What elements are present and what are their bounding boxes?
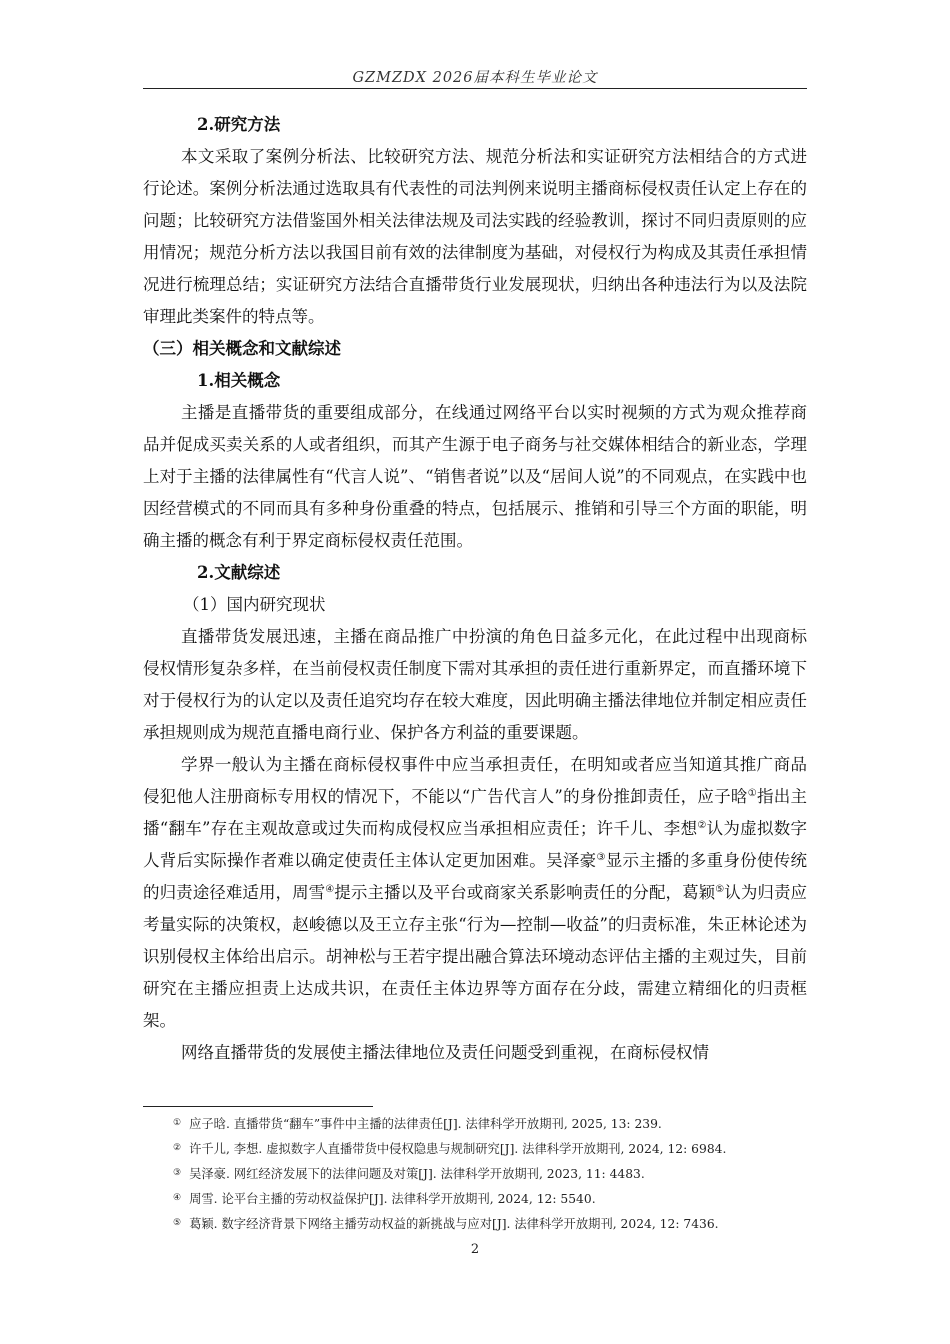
footnote-ref-3[interactable]: ③	[596, 852, 606, 863]
footnote-divider	[143, 1106, 373, 1107]
footnote-item	[173, 1215, 813, 1240]
text-run: 学界一般认为主播在商标侵权事件中应当承担责任，在明知或者应当知道其推广商品侵犯他人注册商标专用权的情况下，不能以“广告代言人”的身份推卸责任，应子晗	[143, 755, 807, 806]
footnote-item	[173, 1115, 813, 1140]
footnote-ref-2[interactable]: ②	[697, 820, 707, 831]
footnote-text: 周雪. 论平台主播的劳动权益保护[J]. 法律科学开放期刊, 2024, 12: 5540.	[189, 1192, 596, 1206]
domestic-research-heading: （1）国内研究现状	[183, 595, 326, 614]
text-run: 指出主播“翻车”存在主观故意或过失而构成侵权应当承担相应责任；许千儿、李想	[143, 787, 808, 838]
methods-heading: 2.研究方法	[197, 115, 281, 134]
footnote-item	[173, 1140, 813, 1165]
text-run: 认为虚拟数字人背后实际操作者难以确定使责任主体认定更加困难。吴泽豪	[143, 819, 808, 870]
page-number: 2	[470, 1242, 480, 1257]
footnote-text: 应子晗. 直播带货“翻车”事件中主播的法律责任[J]. 法律科学开放期刊, 2025, 13: 239.	[189, 1117, 662, 1131]
footnote-mark: ①	[173, 1118, 182, 1128]
text-run: 提示主播以及平台或商家关系影响责任的分配，葛颖	[334, 883, 716, 902]
footnote-text: 葛颖. 数字经济背景下网络主播劳动权益的新挑战与应对[J]. 法律科学开放期刊, 2024, 12: 7436.	[189, 1217, 719, 1231]
text-run: 显示主播的多重身份使传统的归责途径难适用，周雪	[143, 851, 808, 902]
domestic-paragraph-1: 直播带货发展迅速，主播在商品推广中扮演的角色日益多元化，在此过程中出现商标侵权情形复杂多样，在当前侵权责任制度下需对其承担的责任进行重新界定，而直播环境下对于侵权行为的认定以及责任追究均存在较大难度，因此明确主播法律地位并制定相应责任承担规则成为规范直播电商行业、保护各方利益的重要课题。	[143, 627, 807, 742]
review-heading: 2.文献综述	[197, 563, 281, 582]
concepts-heading: 1.相关概念	[197, 371, 281, 390]
footnote-mark: ②	[173, 1143, 182, 1153]
footnote-text: 吴泽豪. 网红经济发展下的法律问题及对策[J]. 法律科学开放期刊, 2023, 11: 4483.	[189, 1167, 645, 1181]
methods-paragraph: 本文采取了案例分析法、比较研究方法、规范分析法和实证研究方法相结合的方式进行论述。案例分析法通过选取具有代表性的司法判例来说明主播商标侵权责任认定上存在的问题；比较研究方法借鉴国外相关法律法规及司法实践的经验教训，探讨不同归责原则的应用情况；规范分析方法以我国目前有效的法律制度为基础，对侵权行为构成及其责任承担情况进行梳理总结；实证研究方法结合直播带货行业发展现状，归纳出各种违法行为以及法院审理此类案件的特点等。	[143, 147, 807, 326]
document-body	[143, 109, 807, 1069]
footnote-item	[173, 1165, 813, 1190]
domestic-paragraph-2	[143, 749, 807, 1037]
footnote-ref-5[interactable]: ⑤	[715, 884, 725, 895]
domestic-paragraph-3: 网络直播带货的发展使主播法律地位及责任问题受到重视，在商标侵权情	[181, 1043, 709, 1062]
footnotes	[173, 1115, 813, 1240]
concepts-paragraph: 主播是直播带货的重要组成部分，在线通过网络平台以实时视频的方式为观众推荐商品并促成买卖关系的人或者组织，而其产生源于电子商务与社交媒体相结合的新业态，学理上对于主播的法律属性有“代言人说”、“销售者说”以及“居间人说”的不同观点，在实践中也因经营模式的不同而具有多种身份重叠的特点，包括展示、推销和引导三个方面的职能，明确主播的概念有利于界定商标侵权责任范围。	[143, 403, 807, 550]
footnote-ref-1[interactable]: ①	[747, 788, 757, 799]
page-header-title: GZMZDX 2026届本科生毕业论文	[352, 70, 598, 86]
footnote-text: 许千儿, 李想. 虚拟数字人直播带货中侵权隐患与规制研究[J]. 法律科学开放期刊, 2024, 12: 6984.	[189, 1142, 727, 1156]
footnote-mark: ③	[173, 1168, 182, 1178]
header-divider	[143, 88, 807, 89]
footnote-item	[173, 1190, 813, 1215]
footnote-ref-4[interactable]: ④	[325, 884, 335, 895]
footnote-mark: ⑤	[173, 1218, 182, 1228]
section3-heading: （三）相关概念和文献综述	[143, 339, 341, 358]
text-run: 认为归责应考量实际的决策权，赵峻德以及王立存主张“行为—控制—收益”的归责标准，朱正林论述为识别侵权主体给出启示。胡神松与王若宇提出融合算法环境动态评估主播的主观过失，目前研究在主播应担责上达成共识，在责任主体边界等方面存在分歧，需建立精细化的归责框架。	[143, 883, 808, 1030]
footnote-mark: ④	[173, 1193, 182, 1203]
